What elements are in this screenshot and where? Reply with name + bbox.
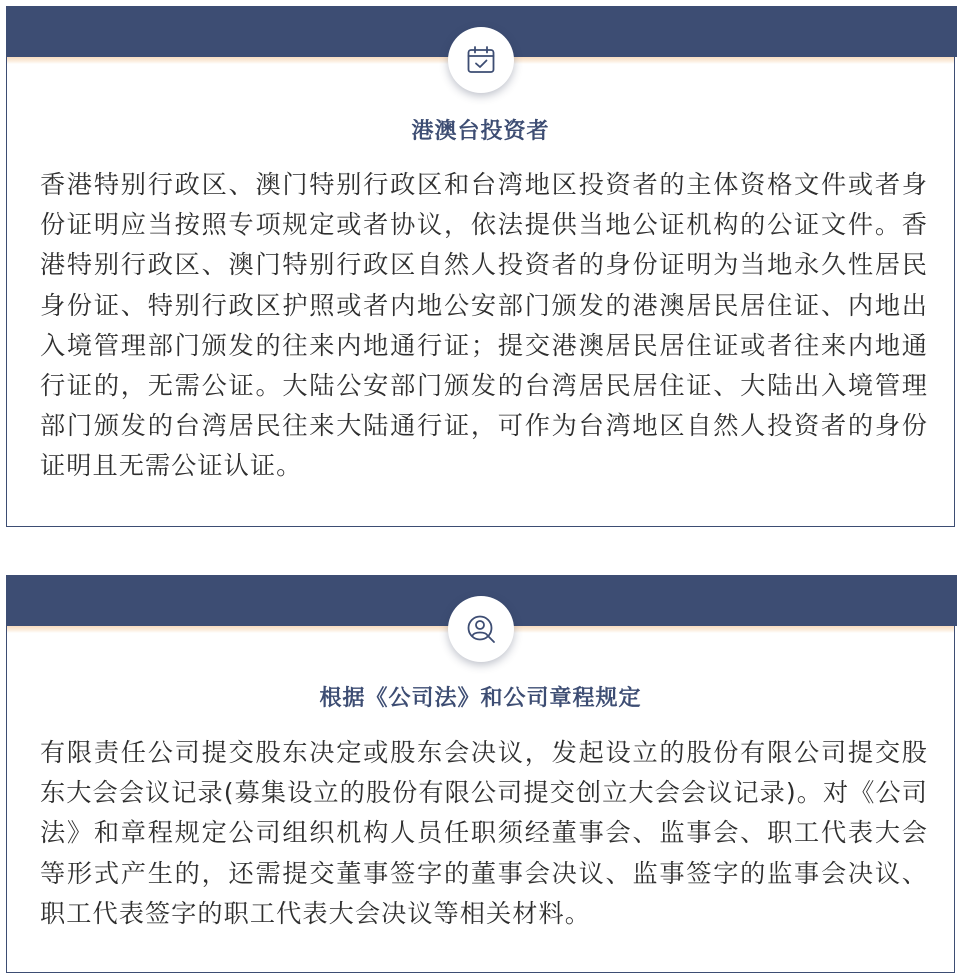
card-hk-macau-taiwan-investors (6, 6, 955, 527)
calendar-check-icon (465, 44, 497, 76)
card-body-text: 香港特别行政区、澳门特别行政区和台湾地区投资者的主体资格文件或者身份证明应当按照专项规定或者协议，依法提供当地公证机构的公证文件。香港特别行政区、澳门特别行政区自然人投资者的身份证明为当地永久性居民身份证、特别行政区护照或者内地公安部门颁发的港澳居民居住证、内地出入境管理部门颁发的往来内地通行证；提交港澳居民居住证或者往来内地通行证的，无需公证。大陆公安部门颁发的台湾居民居住证、大陆出入境管理部门颁发的台湾居民往来大陆通行证，可作为台湾地区自然人投资者的身份证明且无需公证认证。 (40, 170, 928, 481)
icon-badge (448, 27, 514, 93)
user-search-icon (465, 613, 497, 645)
icon-badge (448, 596, 514, 662)
card-company-law-rules (6, 575, 955, 973)
card-title: 港澳台投资者 (411, 119, 550, 144)
card-body-text: 有限责任公司提交股东决定或股东会决议，发起设立的股份有限公司提交股东大会会议记录(募集设立的股份有限公司提交创立大会会议记录)。对《公司法》和章程规定公司组织机构人员任职须经董事会、监事会、职工代表大会等形式产生的，还需提交董事签字的董事会决议、监事签字的监事会决议、职工代表签字的职工代表大会决议等相关材料。 (40, 738, 928, 928)
card-title: 根据《公司法》和公司章程规定 (319, 686, 642, 711)
